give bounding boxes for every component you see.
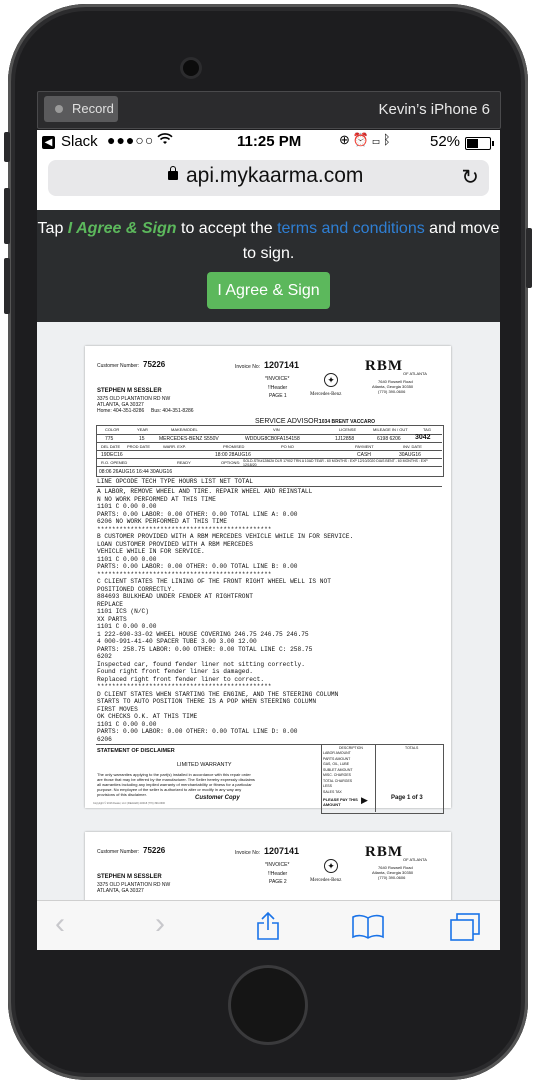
document-viewer[interactable] [37, 322, 500, 900]
safari-toolbar [37, 900, 500, 950]
home-button[interactable] [231, 968, 305, 1042]
record-dot-icon [55, 105, 63, 113]
page-label: PAGE 1 [269, 393, 287, 399]
invoice-line: REPLACE [97, 600, 123, 608]
totals-row: PARTS AMOUNT [323, 756, 351, 761]
battery-fill [467, 139, 478, 148]
invoice-line: *********************************************** [97, 525, 272, 533]
footer-small: Copyright © 2016 Dealer, LLC (DEALER) 4/2018 (770) 390-0606 [93, 802, 165, 805]
invoice-line: LOAN CUSTOMER PROVIDED WITH A RBM MERCEDES [97, 540, 253, 548]
dealer-sub: OF ATLANTA [403, 371, 427, 376]
invoice-line: 1101 C 0.00 0.00 [97, 623, 157, 630]
invoice-line: 1101 C 0.00 0.00 [97, 720, 157, 728]
back-to-app-icon[interactable]: ◀ [42, 136, 55, 149]
battery-percent: 52% [430, 133, 461, 150]
invoice-page-2: Customer Number: 75226 Invoice No: 1207141 *INVOICE* !!Header PAGE 2 ✦ Mercedes-Benz RBM OF ATLANTA 7640 Roswell Road Atlanta, Georgia 30350 (770) 390-0606 STEPHEN M SESSLER 3375 OLD PLANTATION RD NW ATLANTA, GA 30327 [85, 832, 451, 900]
header-label: !!Header [268, 385, 288, 391]
invoice-line: 1101 C 0.00 0.00 [97, 503, 157, 510]
page-number: Page 1 of 3 [391, 795, 423, 801]
bluetooth-icon: ᛒ [382, 132, 394, 147]
invoice-line: PARTS: 0.00 LABOR: 0.00 OTHER: 0.00 TOTAL LINE B: 0.00 [97, 563, 298, 570]
mute-switch [4, 132, 10, 162]
totals-row: TOTAL CHARGES [323, 778, 353, 783]
clock: 11:25 PM [237, 133, 302, 150]
invoice-line: OK CHECKS O.K. AT THIS TIME [97, 713, 198, 720]
mercedes-star-icon: ✦ [324, 373, 338, 387]
invoice-line: VEHICLE WHILE IN FOR SERVICE. [97, 548, 205, 555]
totals-row: GAS, OIL, LUBE [323, 762, 350, 766]
invoice-line: Found right front fender liner is damaged. [97, 668, 253, 675]
customer-number-label: Customer Number: [97, 363, 140, 369]
invoice-line: PARTS: 0.00 LABOR: 0.00 OTHER: 0.00 TOTAL LINE A: 0.00 [97, 510, 298, 518]
invoice-line: 1101 C 0.00 0.00 [97, 555, 157, 563]
status-bar [37, 130, 500, 156]
invoice-line: A LABOR, REMOVE WHEEL AND TIRE. REPAIR WHEEL AND REINSTALL [97, 488, 313, 495]
dealer-logo: RBM [365, 358, 403, 374]
address-bar[interactable] [48, 160, 489, 196]
invoice-line: D CLIENT STATES WHEN STARTING THE ENGINE, AND THE STEERING COLUMN [97, 690, 339, 698]
signal-strength-icon: ●●●○○ [107, 132, 155, 148]
invoice-line: 884693 BULKHEAD UNDER FENDER AT RIGHTFRONT [97, 593, 253, 600]
invoice-line: FIRST MOVES [97, 705, 138, 713]
rotation-lock-icon: ⊕ [339, 132, 353, 147]
power-button [526, 228, 532, 288]
totals-row: SALES TAX [323, 789, 342, 794]
invoice-line: B CUSTOMER PROVIDED WITH A RBM MERCEDES VEHICLE WHILE IN FOR SERVICE. [97, 533, 354, 540]
battery-icon [465, 137, 491, 150]
terms-link[interactable]: terms and conditions [277, 220, 425, 237]
back-chevron-icon[interactable]: ‹ [55, 907, 65, 940]
alarm-icon: ⏰ [352, 132, 373, 147]
invoice-page-1: Customer Number: 75226 Invoice No: 1207141 *INVOICE* !!Header PAGE 1 ✦ Mercedes-Benz RBM OF ATLANTA 7640 Roswell Road Atlanta, Georgia 30350 (770) 390-0606 STEPHEN M SESSLER 3375 OLD PLANTATION RD NW ATLANTA, GA 30327 Home: 404-351-8286 Bus: 404-351-8286 SERVICE ADVISOR: 1034 BRENT VACCARO COLOR YEAR MAKE/MODEL VIN LICENSE MILEAGE IN / OUT TAG 775 15 MERCEDES-BENZ S550V WDDUG8CB0FA154158 1J12858 6198 6206 3042 DEL DATE PROD DATE WARR. EXP. PROMISED PO NO PAYMENT INV. DATE 19DEC16 18:00 28AUG16 CASH 30AUG16 R.O. OPENED READY OPTIONS: SOLD-STK#12862# DLR 17902 TRN A 10AD TEAR - 60 MONTHS : EXP 12/10/2020 DIAS BENT - 60 MONTHS : EXP 12/18/20 08:06 26AUG16 16:44 30AUG16 LINE OPCODE TECH TYPE HOURS LIST NET TOTAL A LABOR, REMOVE WHEEL AND TIRE. REPAIR WHEEL AND REINSTALL N NO WORK PERFORMED AT THIS TIME 1101 C 0.00 0.00 PARTS: 0.00 LABOR: 0.00 OTHER: 0.00 TOTAL LINE A: 0.00 6206 NO WORK PERFORMED AT THIS TIME *********************************************** B CUSTOMER PROVIDED WITH A RBM MERCEDES VEHICLE WHILE IN FOR SERVICE. LOAN CUSTOMER PROVIDED WITH A RBM MERCEDES VEHICLE WHILE IN FOR SERVICE. 1101 C 0.00 0.00 PARTS: 0.00 LABOR: 0.00 OTHER: 0.00 TOTAL LINE B: 0.00 *********************************************** C CLIENT STATES THE LINING OF THE FRONT RIGHT WHEEL WELL IS NOT POSITIONED CORRECTLY. 884693 BULKHEAD UNDER FENDER AT RIGHTFRONT REPLACE 1101 ICS (N/C) XX PARTS 1101 C 0.00 0.00 1 222-690-33-02 WHEEL HOUSE COVERING 246.75 246.75 246.75 4 000-991-41-40 SPACER TUBE 3.00 3.00 12.00 PARTS: 258.75 LABOR: 0.00 OTHER: 0.00 TOTAL LINE C: 258.75 6202 Inspected car, found fender liner not sitting correctly. Found right front fender liner is damaged. Replaced right front fender liner to correct. *********************************************** D CLIENT STATES WHEN STARTING THE ENGINE, AND THE STEERING COLUMN STARTS TO AUTO POSITION THERE IS A POP WHEN STEERING COLUMN FIRST MOVES OK CHECKS O.K. AT THIS TIME 1101 C 0.00 0.00 PARTS: 0.00 LABOR: 0.00 OTHER: 0.00 TOTAL LINE D: 0.00 6206 STATEMENT OF DISCLAIMER LIMITED WARRANTY The only warranties applying to the part(s) installed in accordance with this repair order are those that may be offered by the manufacturer. The Seller hereby expressly disclaims all warranties including any implied warranty of merchantability or fitness for a particular purpose. No employee of the seller is authorized to alter or modify in any way any provisions of this disclaimer. DESCRIPTION TOTALS LABOR AMOUNT PARTS AMOUNT GAS, OIL, LUBE SUBLET AMOUNT MISC. CHARGES TOTAL CHARGES LESS SALES TAX PLEASE PAY THIS AMOUNT ▶ Customer Copy Page 1 of 3 Copyright © 2016 Dealer, LLC (DEALER) 4/2018 (770) 390-0606 [85, 346, 451, 808]
banner-emphasis: I Agree & Sign [67, 220, 177, 237]
invoice-line: *********************************************** [97, 683, 272, 690]
service-advisor: 1034 BRENT VACCARO [319, 419, 376, 425]
lock-icon [168, 171, 178, 180]
status-icons [339, 132, 394, 148]
invoice-no-label: Invoice No: [235, 364, 261, 370]
totals-row: MISC. CHARGES [323, 773, 352, 777]
invoice-tag: *INVOICE* [265, 376, 290, 382]
agree-banner [37, 210, 500, 322]
disclaimer-title: STATEMENT OF DISCLAIMER [97, 748, 175, 754]
invoice-line: 6206 NO WORK PERFORMED AT THIS TIME [97, 518, 227, 525]
forward-chevron-icon[interactable]: › [155, 907, 165, 940]
customer-number: 75226 [143, 360, 166, 369]
tabs-icon[interactable] [449, 913, 481, 947]
customer-copy: Customer Copy [195, 795, 240, 801]
home-phone: Home: 404-351-8286 [97, 408, 145, 414]
pay-arrow-icon: ▶ [361, 795, 368, 805]
invoice-line: C CLIENT STATES THE LINING OF THE FRONT RIGHT WHEEL WELL IS NOT [97, 578, 331, 585]
invoice-line: *********************************************** [97, 570, 272, 578]
invoice-number: 1207141 [264, 360, 300, 370]
service-advisor-label: SERVICE ADVISOR: [255, 418, 321, 425]
customer-name: STEPHEN M SESSLER [97, 388, 162, 394]
reload-icon[interactable]: ↻ [461, 166, 479, 189]
phone-screen [37, 130, 500, 950]
record-label: Record [72, 101, 114, 116]
totals-row: LABOR AMOUNT [323, 751, 351, 755]
device-name: Kevin’s iPhone 6 [378, 101, 490, 118]
invoice-line: PARTS: 0.00 LABOR: 0.00 OTHER: 0.00 TOTAL LINE D: 0.00 [97, 728, 298, 735]
recording-bar [37, 91, 501, 129]
bus-phone: Bus: 404-351-8286 [151, 408, 194, 414]
volume-down-button [4, 258, 10, 314]
share-icon[interactable] [255, 911, 281, 947]
invoice-line: 6206 [97, 735, 112, 743]
page-2-label: PAGE 2 [269, 879, 287, 885]
invoice-line: STARTS TO AUTO POSITION THERE IS A POP WHEN STEERING COLUMN [97, 698, 317, 705]
volume-up-button [4, 188, 10, 244]
invoice-line: 4 000-991-41-40 SPACER TUBE 3.00 3.00 12.00 [97, 638, 257, 645]
ro-times: 08:06 26AUG16 16:44 30AUG16 [99, 469, 173, 475]
limited-warranty: LIMITED WARRANTY [177, 762, 232, 768]
totals-row: LESS [323, 784, 332, 788]
invoice-line: N NO WORK PERFORMED AT THIS TIME [97, 495, 216, 503]
invoice-line: Inspected car, found fender liner not sitting correctly. [97, 660, 305, 668]
front-camera [183, 60, 199, 76]
invoice-line: 6202 [97, 653, 112, 660]
ro-options: SOLD-STK#12862# DLR 17902 TRN A 10AD TEAR - 60 MONTHS : EXP 12/10/2020 DIAS BENT - 60 MONTHS : EXP 12/18/20 [243, 459, 428, 467]
back-app-label[interactable]: Slack [61, 133, 98, 150]
brand-name: Mercedes-Benz [310, 392, 342, 397]
invoice-line: Replaced right front fender liner to correct. [97, 675, 265, 683]
please-pay-label: PLEASE PAY THIS AMOUNT [323, 797, 358, 807]
agree-sign-button[interactable]: I Agree & Sign [207, 272, 330, 309]
invoice-line: PARTS: 258.75 LABOR: 0.00 OTHER: 0.00 TOTAL LINE C: 258.75 [97, 645, 313, 653]
record-button[interactable] [44, 96, 118, 122]
invoice-line: 1 222-690-33-02 WHEEL HOUSE COVERING 246.75 246.75 246.75 [97, 630, 309, 638]
bookmarks-icon[interactable] [351, 913, 385, 945]
banner-message: Tap I Agree & Sign to accept the terms and conditions and move to sign. [37, 220, 500, 262]
totals-row: SUBLET AMOUNT [323, 767, 353, 772]
invoice-line: XX PARTS [97, 615, 127, 623]
invoice-line: POSITIONED CORRECTLY. [97, 585, 175, 593]
url-text[interactable]: api.mykaarma.com [186, 164, 364, 187]
wifi-icon [157, 132, 173, 148]
airplay-icon: ▭ [372, 132, 383, 147]
lines-header: LINE OPCODE TECH TYPE HOURS LIST NET TOTAL [97, 478, 253, 485]
invoice-line: 1101 ICS (N/C) [97, 608, 149, 615]
mercedes-star-icon: ✦ [324, 859, 338, 873]
